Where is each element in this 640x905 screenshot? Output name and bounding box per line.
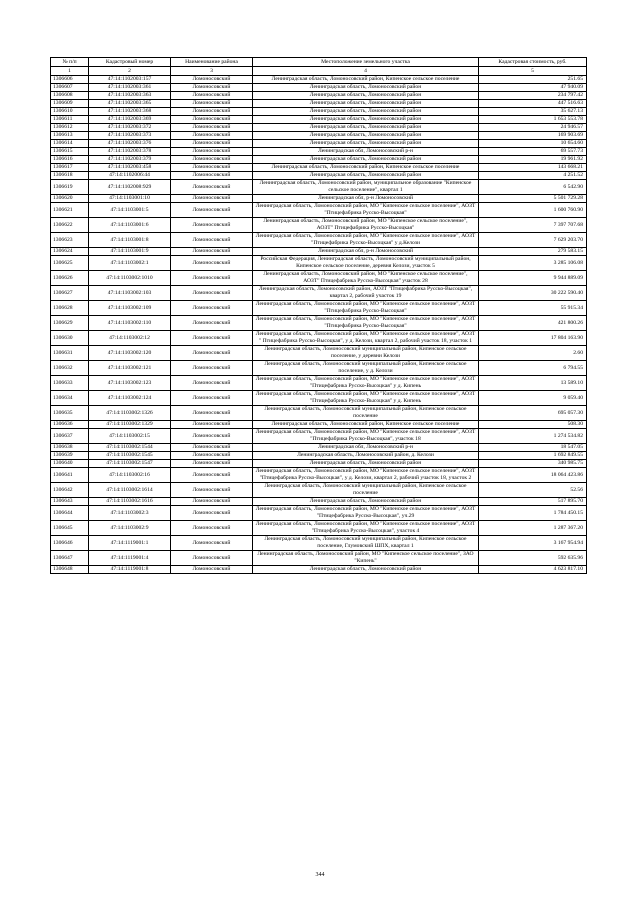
cadastral-value: 1 784 450.15	[479, 506, 587, 521]
district-name: Ломоносовский	[171, 444, 253, 452]
table-row	[51, 100, 587, 108]
row-number: 1306633	[51, 376, 89, 391]
district-name: Ломоносовский	[171, 233, 253, 248]
column-header: № п/п	[51, 58, 89, 67]
location: Российская Федерация, Ленинградская область, Ломоносовский муниципальный район, Кипенское сельское поселение, деревня Келози, участок 5	[253, 256, 479, 271]
row-number: 1306611	[51, 116, 89, 124]
cadastral-number: 47:14:1103001:5	[89, 203, 171, 218]
cadastral-number: 47:14:1103002:1614	[89, 483, 171, 498]
cadastral-number: 47:14:1103002:123	[89, 376, 171, 391]
table-header	[51, 58, 587, 76]
cadastral-value: 69 557.73	[479, 148, 587, 156]
location: Ленинградская область, Ломоносовский район, МО "Кипенское сельское поселение", АОЗТ "Птицефабрика Русско-Высоцкая" у д. Кипень	[253, 376, 479, 391]
cadastral-number: 47:14:1119001:8	[89, 566, 171, 574]
location: Ленинградская область, Ломоносовский район, МО "Кипенское сельское поселение", ЗАО "Кипень"	[253, 551, 479, 566]
table-row	[51, 506, 587, 521]
cadastral-number: 47:14:1103002:9	[89, 521, 171, 536]
location: Ленинградская область, Ломоносовский район	[253, 116, 479, 124]
table-row	[51, 203, 587, 218]
row-number: 1306645	[51, 521, 89, 536]
district-name: Ломоносовский	[171, 361, 253, 376]
table-row	[51, 421, 587, 429]
location: Ленинградская область, Ломоносовский район	[253, 92, 479, 100]
district-name: Ломоносовский	[171, 452, 253, 460]
table-row	[51, 566, 587, 574]
cadastral-number: 47:14:1103001:6	[89, 218, 171, 233]
cadastral-value: 19 961.92	[479, 156, 587, 164]
cadastral-number: 47:14:1102003:372	[89, 124, 171, 132]
table-row	[51, 180, 587, 195]
cadastral-number: 47:14:1103002:12	[89, 331, 171, 346]
row-number: 1306630	[51, 331, 89, 346]
district-name: Ломоносовский	[171, 566, 253, 574]
location: Ленинградская область, Ломоносовский район	[253, 460, 479, 468]
location: Ленинградская область, Ломоносовский муниципальный район, Кипенское сельское поселение	[253, 406, 479, 421]
cadastral-number: 47:14:1102003:379	[89, 156, 171, 164]
cadastral-value: 3 167 954.94	[479, 536, 587, 551]
location: Ленинградская область, Ломоносовский район, МО "Кипенское сельское поселение", АОЗТ "Птицефабрика Русско-Высоцкая", у д. Келози, квартал 2, рабочий участок 18, участок 2	[253, 468, 479, 483]
table-row	[51, 376, 587, 391]
table-row	[51, 452, 587, 460]
table-row	[51, 172, 587, 180]
district-name: Ломоносовский	[171, 256, 253, 271]
cadastral-number: 47:14:1103002:1329	[89, 421, 171, 429]
cadastral-value: 30 222 590.40	[479, 286, 587, 301]
cadastral-number: 47:14:1103001:10	[89, 195, 171, 203]
table-row	[51, 218, 587, 233]
cadastral-value: 447 516.63	[479, 100, 587, 108]
location: Ленинградская обл, Ломоносовский р-н	[253, 148, 479, 156]
location: Ленинградская область, Ломоносовский муниципальный район, Кипенское сельское поселение, у деревни Келози	[253, 346, 479, 361]
cadastral-value: 4 251.52	[479, 172, 587, 180]
cadastral-value-table	[50, 57, 587, 574]
table-row	[51, 108, 587, 116]
district-name: Ломоносовский	[171, 316, 253, 331]
row-number: 1306644	[51, 506, 89, 521]
district-name: Ломоносовский	[171, 271, 253, 286]
table-row	[51, 132, 587, 140]
row-number: 1306614	[51, 140, 89, 148]
row-number: 1306634	[51, 391, 89, 406]
location: Ленинградская область, Ломоносовский район	[253, 84, 479, 92]
location: Ленинградская область, Ломоносовский район, Кипенское сельское поселение	[253, 76, 479, 84]
row-number: 1306632	[51, 361, 89, 376]
district-name: Ломоносовский	[171, 406, 253, 421]
row-number: 1306622	[51, 218, 89, 233]
row-number: 1306642	[51, 483, 89, 498]
location: Ленинградская область, Ломоносовский район	[253, 498, 479, 506]
location: Ленинградская область, Ломоносовский район, д. Келози	[253, 452, 479, 460]
district-name: Ломоносовский	[171, 483, 253, 498]
row-number: 1306609	[51, 100, 89, 108]
district-name: Ломоносовский	[171, 172, 253, 180]
cadastral-number: 47:14:1103001:9	[89, 248, 171, 256]
district-name: Ломоносовский	[171, 148, 253, 156]
row-number: 1306627	[51, 286, 89, 301]
table-row	[51, 148, 587, 156]
location: Ленинградская область, Ломоносовский район, МО "Кипенское сельское поселение", АОЗТ "Птицефабрика Русско-Высоцкая" у д. Кипень	[253, 391, 479, 406]
table-row	[51, 76, 587, 84]
row-number: 1306636	[51, 421, 89, 429]
cadastral-value: 6 542.90	[479, 180, 587, 195]
row-number: 1306629	[51, 316, 89, 331]
location: Ленинградская область, Ломоносовский район, МО "Кипенское сельское поселение", АОЗТ "Птицефабрика Русско-Высоцкая" у д.Келози	[253, 233, 479, 248]
row-number: 1306643	[51, 498, 89, 506]
cadastral-value: 517 895.70	[479, 498, 587, 506]
cadastral-number: 47:14:1103002:1616	[89, 498, 171, 506]
location: Ленинградская область, Ломоносовский район, Кипенское сельское поселение	[253, 164, 479, 172]
cadastral-number: 47:14:1102003:368	[89, 108, 171, 116]
row-number: 1306631	[51, 346, 89, 361]
table-row	[51, 233, 587, 248]
table-row	[51, 444, 587, 452]
location: Ленинградская область, Ломоносовский район	[253, 566, 479, 574]
district-name: Ломоносовский	[171, 421, 253, 429]
cadastral-value: 421 800.26	[479, 316, 587, 331]
location: Ленинградская область, Ломоносовский район, муниципальное образование "Кипенское сельское поселение", квартал 1	[253, 180, 479, 195]
row-number: 1306606	[51, 76, 89, 84]
location: Ленинградская область, Ломоносовский район	[253, 132, 479, 140]
table-row	[51, 84, 587, 92]
page-number: 344	[315, 872, 325, 878]
location: Ленинградская обл, Ломоносовский р-н	[253, 444, 479, 452]
table-row	[51, 361, 587, 376]
cadastral-value: 6 794.55	[479, 361, 587, 376]
row-number: 1306637	[51, 429, 89, 444]
cadastral-value: 10 654.60	[479, 140, 587, 148]
row-number: 1306640	[51, 460, 89, 468]
district-name: Ломоносовский	[171, 195, 253, 203]
cadastral-value: 340 985.75	[479, 460, 587, 468]
location: Ленинградская область, Ломоносовский муниципальный район, Кипенское сельское поселение, у д. Келози	[253, 361, 479, 376]
district-name: Ломоносовский	[171, 100, 253, 108]
column-index: 5	[479, 67, 587, 76]
table-row	[51, 156, 587, 164]
cadastral-value: 47 940.09	[479, 84, 587, 92]
district-name: Ломоносовский	[171, 521, 253, 536]
column-header: Местоположение земельного участка	[253, 58, 479, 67]
location: Ленинградская обл, р-н Ломоносовский	[253, 248, 479, 256]
location: Ленинградская область, Ломоносовский район, МО "Кипенское сельское поселение", АОЗТ" Птицефабрика Русско-Высоцкая"	[253, 218, 479, 233]
district-name: Ломоносовский	[171, 468, 253, 483]
location: Ленинградская обл, р-н Ломоносовский	[253, 195, 479, 203]
table-row	[51, 521, 587, 536]
cadastral-value: 1 653 553.78	[479, 116, 587, 124]
table-row	[51, 301, 587, 316]
table-row	[51, 483, 587, 498]
row-number: 1306615	[51, 148, 89, 156]
row-number: 1306616	[51, 156, 89, 164]
cadastral-number: 47:14:1103002:3	[89, 506, 171, 521]
cadastral-value: 5 501 729.28	[479, 195, 587, 203]
column-index: 1	[51, 67, 89, 76]
table-row	[51, 140, 587, 148]
location: Ленинградская область, Ломоносовский район	[253, 100, 479, 108]
district-name: Ломоносовский	[171, 301, 253, 316]
cadastral-number: 47:14:1102003:157	[89, 76, 171, 84]
cadastral-number: 47:14:1102003:369	[89, 116, 171, 124]
cadastral-number: 47:14:1119001:4	[89, 551, 171, 566]
table-row	[51, 468, 587, 483]
district-name: Ломоносовский	[171, 92, 253, 100]
district-name: Ломоносовский	[171, 506, 253, 521]
table-row	[51, 248, 587, 256]
cadastral-value: 52.56	[479, 483, 587, 498]
row-number: 1306628	[51, 301, 89, 316]
cadastral-value: 9 059.40	[479, 391, 587, 406]
location: Ленинградская область, Ломоносовский муниципальный район, Кипенское сельское поселение, Глумовский ШПХ, квартал 1	[253, 536, 479, 551]
cadastral-value: 9 944 889.09	[479, 271, 587, 286]
location: Ленинградская область, Ломоносовский район, Кипенское сельское поселение	[253, 421, 479, 429]
cadastral-value: 1 600 760.90	[479, 203, 587, 218]
row-number: 1306612	[51, 124, 89, 132]
cadastral-number: 47:14:1103002:120	[89, 346, 171, 361]
cadastral-number: 47:14:1102003:376	[89, 140, 171, 148]
row-number: 1306621	[51, 203, 89, 218]
cadastral-value: 7 397 707.68	[479, 218, 587, 233]
district-name: Ломоносовский	[171, 331, 253, 346]
district-name: Ломоносовский	[171, 108, 253, 116]
table-body	[51, 76, 587, 574]
district-name: Ломоносовский	[171, 460, 253, 468]
district-name: Ломоносовский	[171, 346, 253, 361]
cadastral-number: 47:14:1102008:929	[89, 180, 171, 195]
table-row	[51, 92, 587, 100]
cadastral-value: 7 629 203.70	[479, 233, 587, 248]
row-number: 1306646	[51, 536, 89, 551]
cadastral-number: 47:14:1103002:121	[89, 361, 171, 376]
table-row	[51, 256, 587, 271]
table-row	[51, 551, 587, 566]
district-name: Ломоносовский	[171, 156, 253, 164]
table-row	[51, 271, 587, 286]
table-row	[51, 391, 587, 406]
table-row	[51, 286, 587, 301]
district-name: Ломоносовский	[171, 218, 253, 233]
cadastral-number: 47:14:1103002:124	[89, 391, 171, 406]
row-number: 1306635	[51, 406, 89, 421]
row-number: 1306613	[51, 132, 89, 140]
column-header: Кадастровый номер	[89, 58, 171, 67]
cadastral-number: 47:14:1103001:8	[89, 233, 171, 248]
district-name: Ломоносовский	[171, 164, 253, 172]
column-index: 2	[89, 67, 171, 76]
location: Ленинградская область, Ломоносовский район, МО "Кипенское сельское поселение", АОЗТ "Птицефабрика Русско-Высоцкая", участок 4	[253, 521, 479, 536]
cadastral-value: 18 547.05	[479, 444, 587, 452]
table-row	[51, 406, 587, 421]
district-name: Ломоносовский	[171, 536, 253, 551]
district-name: Ломоносовский	[171, 76, 253, 84]
row-number: 1306625	[51, 256, 89, 271]
cadastral-number: 47:14:1102003:378	[89, 148, 171, 156]
cadastral-number: 47:14:1102006:44	[89, 172, 171, 180]
location: Ленинградская область, Ломоносовский район	[253, 156, 479, 164]
cadastral-number: 47:14:1102003:373	[89, 132, 171, 140]
cadastral-number: 47:14:1103002:1547	[89, 460, 171, 468]
row-number: 1306638	[51, 444, 89, 452]
table-row	[51, 498, 587, 506]
cadastral-value: 508.30	[479, 421, 587, 429]
cadastral-number: 47:14:1103002:103	[89, 286, 171, 301]
table-row	[51, 460, 587, 468]
cadastral-number: 47:14:1103002:1	[89, 256, 171, 271]
row-number: 1306619	[51, 180, 89, 195]
cadastral-value: 24 946.57	[479, 124, 587, 132]
column-header: Кадастровая стоимость, руб.	[479, 58, 587, 67]
column-header: Наименование района	[171, 58, 253, 67]
row-number: 1306626	[51, 271, 89, 286]
cadastral-value: 18 064 423.86	[479, 468, 587, 483]
district-name: Ломоносовский	[171, 286, 253, 301]
row-number: 1306608	[51, 92, 89, 100]
row-number: 1306607	[51, 84, 89, 92]
cadastral-number: 47:14:1103002:1544	[89, 444, 171, 452]
row-number: 1306648	[51, 566, 89, 574]
cadastral-number: 47:14:1102003:363	[89, 92, 171, 100]
district-name: Ломоносовский	[171, 84, 253, 92]
location: Ленинградская область, Ломоносовский район, МО "Кипенское сельское поселение", АОЗТ " Птицефабрика Русско-Высоцкая", у д. Келози, квартал 2, рабочий участок 18, участок 1	[253, 331, 479, 346]
location: Ленинградская область, Ломоносовский район, МО "Кипенское сельское поселение", АОЗТ" Птицефабрика Русско-Высоцкая" участок 28	[253, 271, 479, 286]
cadastral-value: 3 285 106.08	[479, 256, 587, 271]
cadastral-value: 1 287 367.20	[479, 521, 587, 536]
cadastral-number: 47:14:1103002:15	[89, 429, 171, 444]
cadastral-value: 143 668.21	[479, 164, 587, 172]
row-number: 1306617	[51, 164, 89, 172]
cadastral-value: 169 903.69	[479, 132, 587, 140]
row-number: 1306618	[51, 172, 89, 180]
cadastral-value: 592 635.96	[479, 551, 587, 566]
district-name: Ломоносовский	[171, 180, 253, 195]
table-row	[51, 331, 587, 346]
table-row	[51, 429, 587, 444]
district-name: Ломоносовский	[171, 248, 253, 256]
table-row	[51, 164, 587, 172]
location: Ленинградская область, Ломоносовский район, АОЗТ "Птицефабрика Русско-Высоцкая", квартал 2, рабочий участок 19	[253, 286, 479, 301]
table-row	[51, 195, 587, 203]
table-row	[51, 536, 587, 551]
cadastral-number: 47:14:1103002:16	[89, 468, 171, 483]
cadastral-number: 47:14:1103002:109	[89, 301, 171, 316]
cadastral-value: 1 274 534.82	[479, 429, 587, 444]
location: Ленинградская область, Ломоносовский район, МО "Кипенское сельское поселение", АОЗТ "Птицефабрика Русско-Высоцкая", участок 18	[253, 429, 479, 444]
district-name: Ломоносовский	[171, 551, 253, 566]
row-number: 1306620	[51, 195, 89, 203]
document-page	[50, 57, 586, 574]
district-name: Ломоносовский	[171, 116, 253, 124]
location: Ленинградская область, Ломоносовский район, МО "Кипенское сельское поселение", АОЗТ "Птицефабрика Русско-Высоцкая", уч.29	[253, 506, 479, 521]
cadastral-number: 47:14:1102003:361	[89, 84, 171, 92]
cadastral-value: 13 589.10	[479, 376, 587, 391]
district-name: Ломоносовский	[171, 140, 253, 148]
cadastral-number: 47:14:1103002:110	[89, 316, 171, 331]
district-name: Ломоносовский	[171, 124, 253, 132]
cadastral-value: 55 915.34	[479, 301, 587, 316]
cadastral-value: 695 057.30	[479, 406, 587, 421]
row-number: 1306639	[51, 452, 89, 460]
location: Ленинградская область, Ломоносовский район, МО "Кипенское сельское поселение", АОЗТ "Птицефабрика Русско-Высоцкая"	[253, 203, 479, 218]
row-number: 1306647	[51, 551, 89, 566]
cadastral-number: 47:14:1103002:1326	[89, 406, 171, 421]
row-number: 1306623	[51, 233, 89, 248]
table-row	[51, 116, 587, 124]
location: Ленинградская область, Ломоносовский район, МО "Кипенское сельское поселение", АОЗТ "Птицефабрика Русско-Высоцкая"	[253, 316, 479, 331]
column-index: 3	[171, 67, 253, 76]
cadastral-number: 47:14:1103002:1545	[89, 452, 171, 460]
cadastral-value: 17 804 163.90	[479, 331, 587, 346]
location: Ленинградская область, Ломоносовский район, МО "Кипенское сельское поселение", АОЗТ "Птицефабрика Русско-Высоцкая"	[253, 301, 479, 316]
row-number: 1306610	[51, 108, 89, 116]
location: Ленинградская область, Ломоносовский район	[253, 172, 479, 180]
column-index: 4	[253, 67, 479, 76]
table-row	[51, 346, 587, 361]
district-name: Ломоносовский	[171, 203, 253, 218]
location: Ленинградская область, Ломоносовский район	[253, 140, 479, 148]
cadastral-value: 4 623 817.10	[479, 566, 587, 574]
cadastral-number: 47:14:1102003:458	[89, 164, 171, 172]
district-name: Ломоносовский	[171, 376, 253, 391]
table-row	[51, 124, 587, 132]
district-name: Ломоносовский	[171, 429, 253, 444]
cadastral-number: 47:14:1102003:365	[89, 100, 171, 108]
cadastral-number: 47:14:1119001:1	[89, 536, 171, 551]
table-row	[51, 316, 587, 331]
location: Ленинградская область, Ломоносовский район	[253, 108, 479, 116]
row-number: 1306624	[51, 248, 89, 256]
district-name: Ломоносовский	[171, 391, 253, 406]
district-name: Ломоносовский	[171, 498, 253, 506]
cadastral-value: 279 583.15	[479, 248, 587, 256]
cadastral-value: 234 797.42	[479, 92, 587, 100]
cadastral-number: 47:14:1103002:1010	[89, 271, 171, 286]
location: Ленинградская область, Ломоносовский район	[253, 124, 479, 132]
row-number: 1306641	[51, 468, 89, 483]
location: Ленинградская область, Ломоносовский муниципальный район, Кипенское сельское поселение	[253, 483, 479, 498]
cadastral-value: 1 692 849.55	[479, 452, 587, 460]
cadastral-value: 35 627.13	[479, 108, 587, 116]
district-name: Ломоносовский	[171, 132, 253, 140]
cadastral-value: 2.60	[479, 346, 587, 361]
cadastral-value: 251.65	[479, 76, 587, 84]
